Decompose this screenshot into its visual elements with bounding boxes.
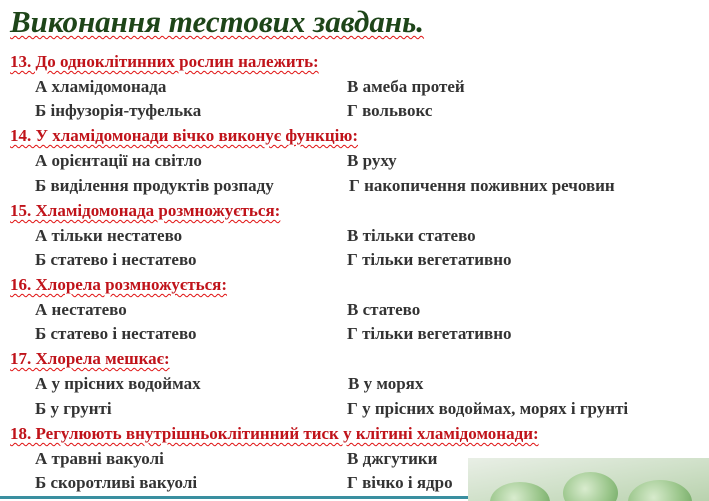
option-17-b: Б у грунті (35, 399, 112, 418)
option-14-g: Г накопичення поживних речовин (349, 176, 615, 195)
option-15-a: А тільки нестатево (35, 226, 183, 245)
option-13-a: А хламідомонада (35, 77, 167, 96)
option-18-a: А травні вакуолі (35, 449, 164, 468)
option-14-b: Б виділення продуктів розпаду (35, 176, 274, 195)
option-13-v: В амеба протей (347, 77, 465, 96)
question-16: 16. Хлорела розмножується: (10, 275, 228, 294)
question-14: 14. У хламідомонади вічко виконує функцію: (10, 126, 358, 145)
question-13: 13. До одноклітинних рослин належить: (10, 52, 319, 71)
option-18-g: Г вічко і ядро (347, 473, 453, 492)
option-18-b: Б скоротливі вакуолі (35, 473, 198, 492)
option-15-g: Г тільки вегетативно (347, 250, 512, 269)
question-15: 15. Хламідомонада розмножується: (10, 201, 281, 220)
option-18-v: В джгутики (347, 449, 438, 468)
slide-title: Виконання тестових завдань. (10, 4, 425, 39)
option-14-v: В руху (347, 151, 397, 170)
question-17: 17. Хлорела мешкає: (10, 349, 170, 368)
option-16-a: А нестатево (35, 300, 127, 319)
chlorella-cells-image (468, 458, 709, 501)
option-15-b: Б статево і нестатево (35, 250, 197, 269)
option-16-g: Г тільки вегетативно (347, 324, 512, 343)
option-17-g: Г у прісних водоймах, морях і грунті (347, 399, 629, 418)
option-13-g: Г вольвокс (347, 101, 433, 120)
option-14-a: А орієнтації на світло (35, 151, 202, 170)
option-16-b: Б статево і нестатево (35, 324, 197, 343)
option-17-v: В у морях (348, 374, 424, 393)
option-16-v: В статево (347, 300, 421, 319)
accent-line (0, 496, 470, 499)
question-18: 18. Регулюють внутрішньоклітинний тиск у клітині хламідомонади: (10, 424, 539, 443)
cell-shape (490, 482, 550, 501)
cell-shape (628, 480, 692, 501)
option-15-v: В тільки статево (347, 226, 476, 245)
cell-shape (563, 472, 618, 501)
option-13-b: Б інфузорія-туфелька (35, 101, 202, 120)
option-17-a: А у прісних водоймах (35, 374, 201, 393)
